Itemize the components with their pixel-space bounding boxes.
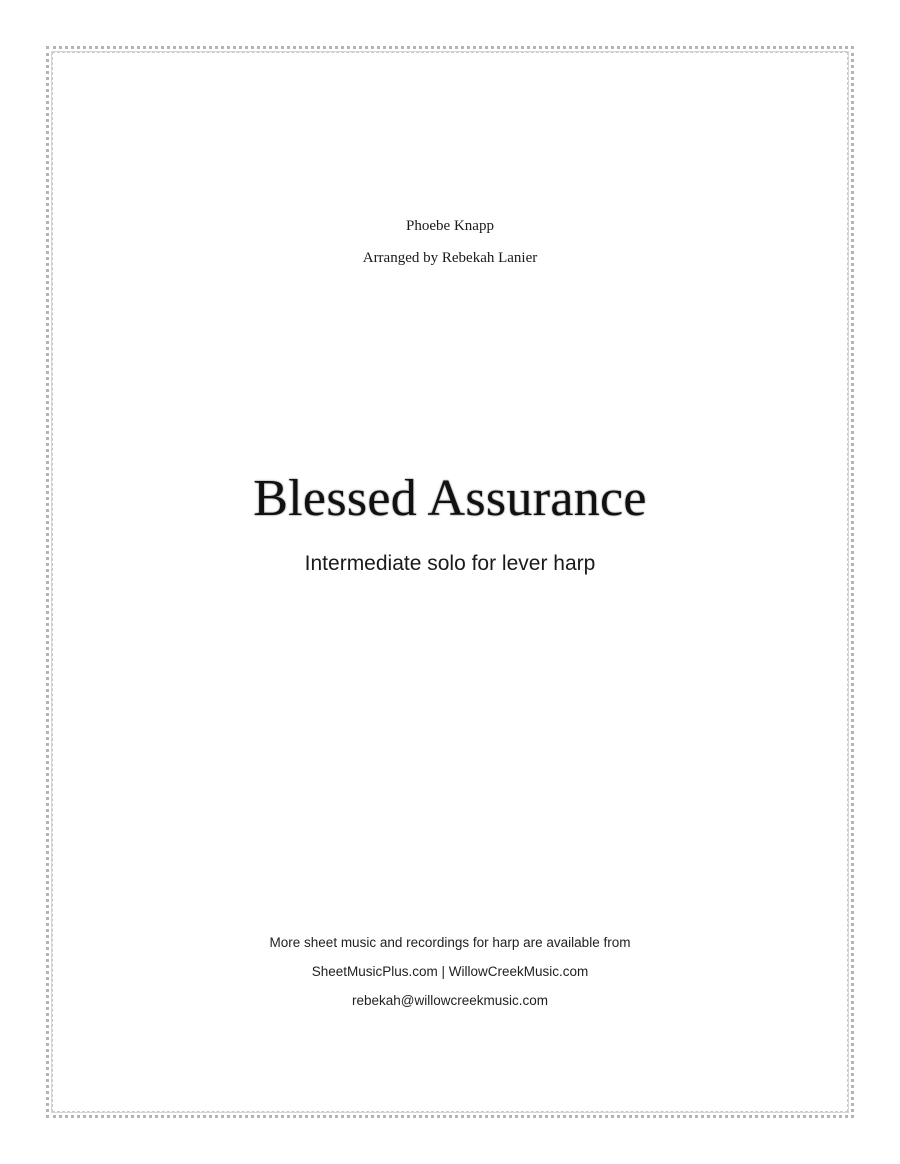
footer-email: rebekah@willowcreekmusic.com — [351, 993, 548, 1008]
page-title: Blessed Assurance — [253, 470, 647, 527]
footer-block — [0, 928, 900, 1015]
footer-availability-text: More sheet music and recordings for harp are available from — [269, 935, 631, 950]
composer-name: Phoebe Knapp — [406, 218, 494, 234]
arranger-credit: Arranged by Rebekah Lanier — [362, 250, 538, 266]
page-subtitle: Intermediate solo for lever harp — [304, 552, 596, 575]
credits-block — [0, 210, 900, 274]
footer-websites: SheetMusicPlus.com | WillowCreekMusic.com — [311, 964, 589, 979]
